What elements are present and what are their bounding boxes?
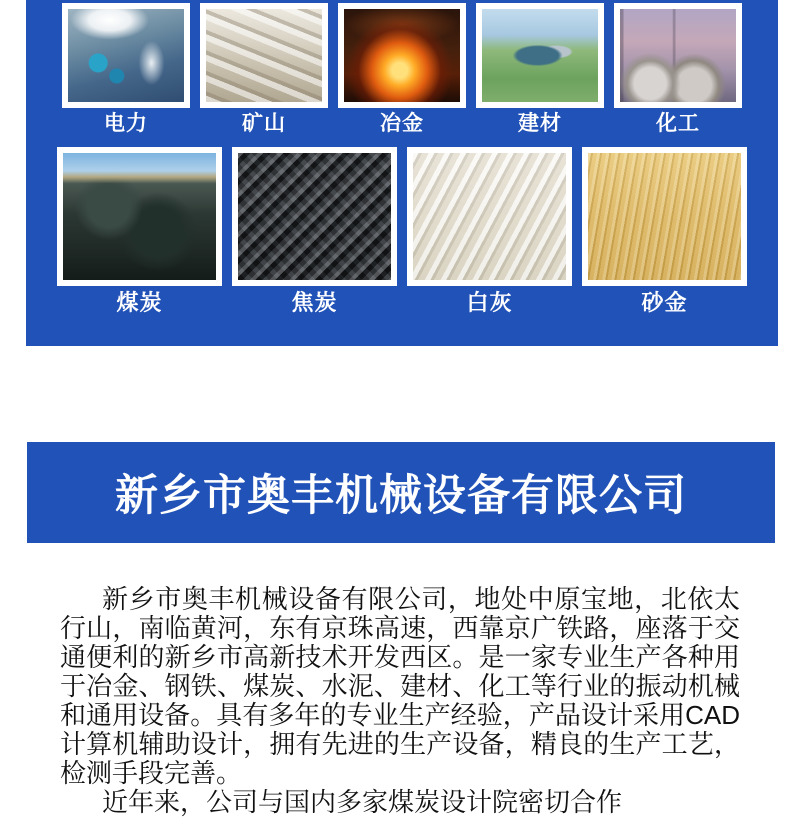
company-name-title: 新乡市奥丰机械设备有限公司 — [115, 472, 687, 520]
molten-metal-photo — [344, 9, 460, 102]
photo-frame — [476, 3, 604, 108]
industry-item-gold-sand — [582, 147, 747, 314]
gold-sand-photo — [588, 153, 741, 280]
industry-item-coke — [232, 147, 397, 314]
industry-label: 煤炭 — [116, 290, 163, 315]
intro-paragraph-2-clipped: 近年来，公司与国内多家煤炭设计院密切合作 — [102, 787, 623, 817]
industry-label: 冶金 — [380, 112, 424, 135]
company-introduction — [0, 585, 800, 817]
industry-label: 矿山 — [242, 112, 286, 135]
industries-row-2 — [26, 147, 778, 314]
industry-item-mine — [200, 3, 328, 135]
industry-item-power — [62, 3, 190, 135]
photo-frame — [407, 147, 572, 286]
intro-paragraph-1: 新乡市奥丰机械设备有限公司，地处中原宝地，北依太行山，南临黄河，东有京珠高速，西靠京广铁路，座落于交通便利的新乡市高新技术开发西区。是一家专业生产各种用于冶金、钢铁、煤炭、水泥、建材、化工等行业的振动机械和通用设备。具有多年的专业生产经验，产品设计采用CAD计算机辅助设计，拥有先进的生产设备，精良的生产工艺，检测手段完善。 — [60, 584, 740, 788]
photo-frame — [200, 3, 328, 108]
coal-pile-photo — [63, 153, 216, 280]
industry-item-building-materials — [476, 3, 604, 135]
white-lime-photo — [413, 153, 566, 280]
industry-label: 焦炭 — [291, 290, 338, 315]
industries-panel — [26, 0, 778, 346]
chemical-plant-photo — [620, 9, 736, 102]
industry-label: 砂金 — [641, 290, 688, 315]
photo-frame — [62, 3, 190, 108]
photo-frame — [232, 147, 397, 286]
building-materials-plant-photo — [482, 9, 598, 102]
industries-row-1 — [26, 3, 778, 135]
power-plant-photo — [68, 9, 184, 102]
photo-frame — [582, 147, 747, 286]
industry-label: 白灰 — [466, 290, 513, 315]
industry-item-coal — [57, 147, 222, 314]
coke-lumps-photo — [238, 153, 391, 280]
open-pit-mine-photo — [206, 9, 322, 102]
photo-frame — [338, 3, 466, 108]
industry-item-metallurgy — [338, 3, 466, 135]
industry-label: 电力 — [104, 112, 148, 135]
industry-label: 建材 — [518, 112, 562, 135]
industry-label: 化工 — [656, 112, 700, 135]
photo-frame — [614, 3, 742, 108]
industry-item-lime — [407, 147, 572, 314]
photo-frame — [57, 147, 222, 286]
industry-item-chemical — [614, 3, 742, 135]
company-name-banner — [27, 442, 775, 543]
